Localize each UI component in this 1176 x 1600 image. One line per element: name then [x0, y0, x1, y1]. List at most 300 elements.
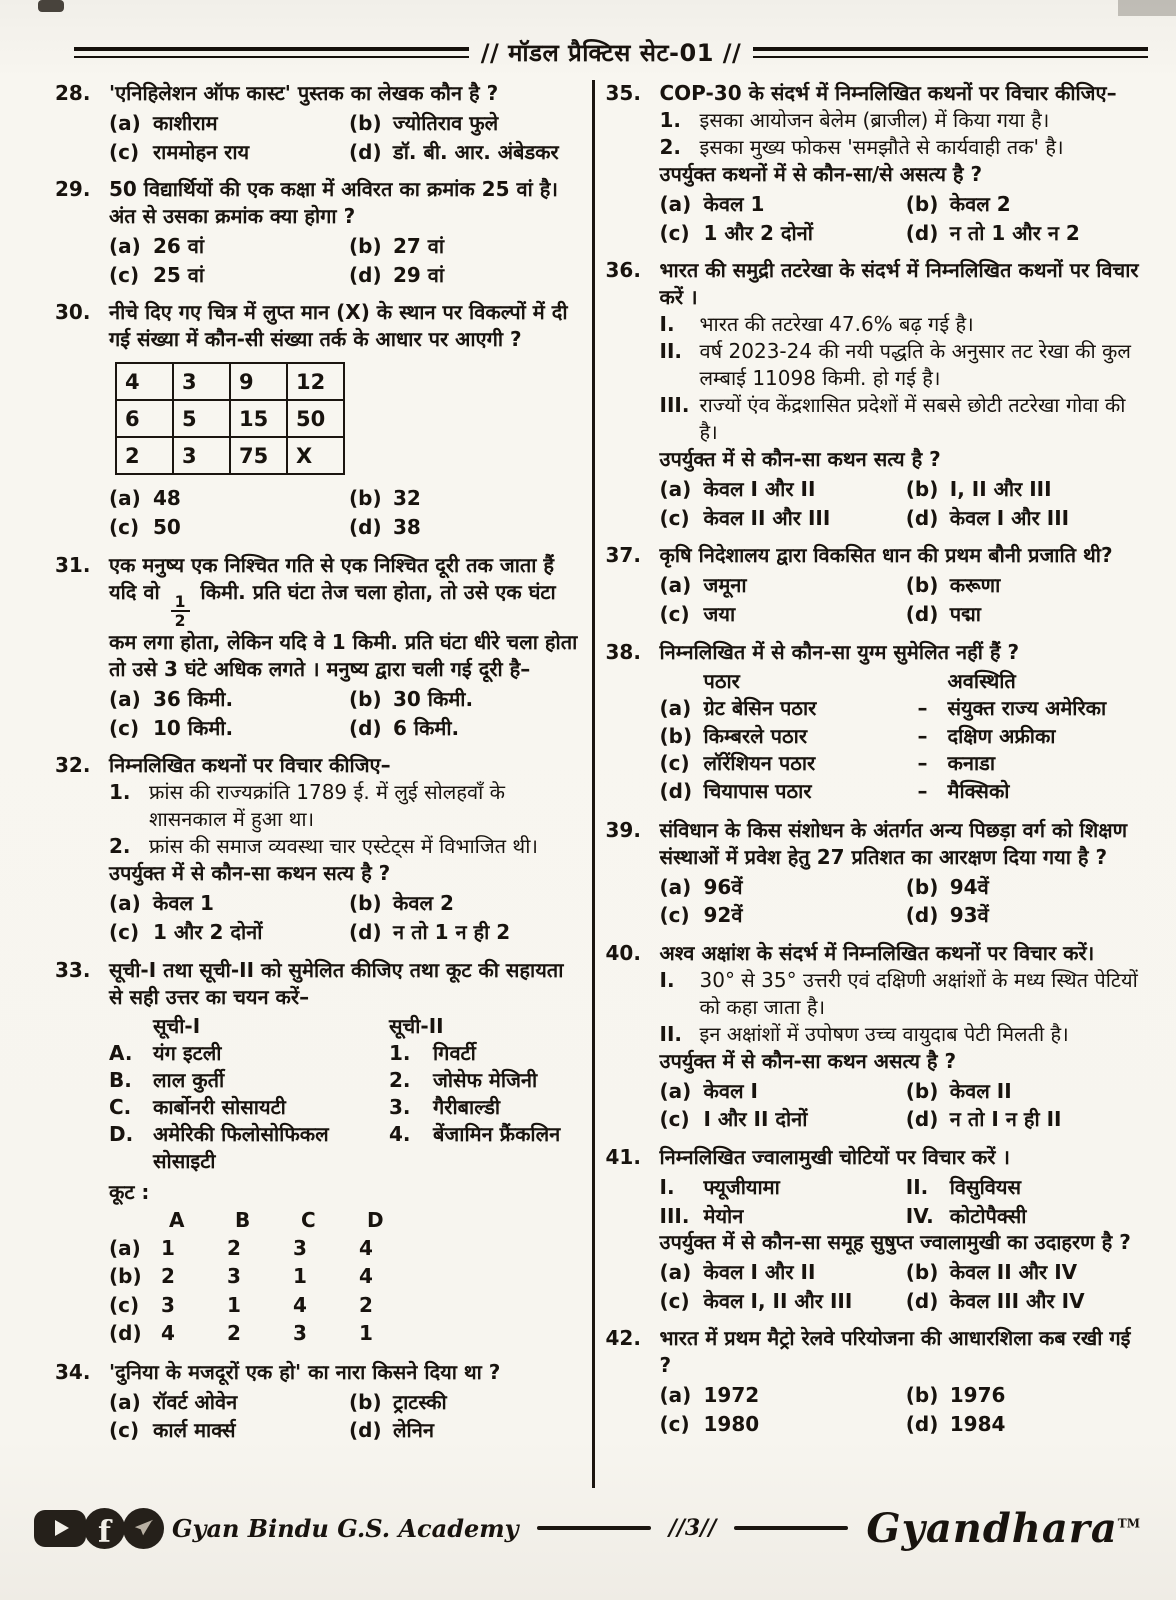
match-left-text: यंग इटली [153, 1040, 222, 1065]
option [906, 191, 1146, 218]
option-text: केवल 2 [393, 891, 454, 916]
option-label: (a) [109, 486, 141, 511]
header-rule-left [74, 47, 469, 58]
options [660, 1382, 1147, 1437]
question-text: 'दुनिया के मजदूरों एक हो' का नारा किसने दिया था ? [109, 1359, 501, 1384]
question-text: उपर्युक्त में से कौन-सा कथन असत्य है ? [659, 1048, 957, 1073]
table-cell: 3 [173, 437, 230, 474]
match-right-label: 4. [389, 1121, 411, 1146]
brand-name: Gyandhara [866, 1504, 1118, 1552]
option-text: जमूना [703, 573, 747, 598]
option-text: 10 किमी. [153, 715, 234, 740]
statement-text: 30° से 35° उत्तरी एवं दक्षिणी अक्षांशों के मध्य स्थित पेटियों को कहा जाता है। [699, 967, 1138, 1019]
option [109, 919, 343, 946]
spacer [660, 668, 704, 696]
question-text: उपर्युक्त में से कौन-सा कथन सत्य है ? [109, 861, 391, 886]
question [606, 542, 1147, 627]
option [349, 686, 583, 713]
option-label: (d) [905, 1107, 939, 1132]
option-text: ट्राटस्की [393, 1389, 447, 1414]
option [660, 874, 900, 901]
statement-label: I. [659, 967, 675, 992]
option-label: (a) [109, 1389, 141, 1414]
code-value: 1 [227, 1292, 241, 1317]
pair-right-text: मैक्सिको [947, 778, 1010, 803]
question-body [109, 176, 583, 288]
option-text: विसुवियस [949, 1174, 1021, 1199]
question-number: 28. [55, 81, 91, 105]
question-text: संविधान के किस संशोधन के अंतर्गत अन्य पिछड़ा वर्ग को शिक्षण संस्थाओं में प्रवेश हेतु 27 प्रतिशत का आरक्षण दिया गया है ? [659, 817, 1128, 869]
option-text: रॉवर्ट ओवेन [153, 1389, 238, 1414]
match-right-header: सूची-II [389, 1013, 444, 1038]
question-number: 40. [605, 940, 641, 965]
option-text: केवल 1 [153, 891, 214, 916]
option-label: (d) [905, 505, 939, 530]
option [906, 1106, 1146, 1133]
option-text: 94वें [949, 874, 989, 899]
spacer [918, 668, 948, 696]
option-label: (c) [659, 903, 690, 928]
question-number: 30. [55, 300, 91, 325]
options [660, 1259, 1147, 1314]
trademark-symbol: TM [1117, 1516, 1141, 1531]
question-text: COP-30 के संदर्भ में निम्नलिखित कथनों पर विचार कीजिए– [659, 81, 1117, 105]
option-text: न तो I न ही II [949, 1107, 1062, 1132]
question [606, 257, 1147, 531]
option [660, 1382, 900, 1409]
statement [109, 779, 583, 833]
option-label: (d) [349, 262, 382, 287]
youtube-icon [34, 1510, 86, 1547]
code-value: 2 [359, 1292, 373, 1317]
statement-text: राज्यों एंव केंद्रशासित प्रदेशों में सबसे छोटी तटरेखा गोवा की है। [699, 393, 1126, 445]
code-value: 1 [161, 1236, 175, 1261]
option-label: (a) [659, 874, 692, 899]
option-label: (a) [659, 696, 692, 721]
question-text: उपर्युक्त में से कौन-सा कथन सत्य है ? [659, 447, 941, 472]
statement-label: III. [659, 393, 690, 418]
option-label: III. [659, 1203, 690, 1228]
pair-right-text: दक्षिण अफ्रीका [947, 723, 1056, 748]
option [906, 1203, 1146, 1230]
options [109, 110, 583, 165]
option-label: (a) [659, 1078, 692, 1103]
question-body [109, 957, 583, 1348]
table-cell: X [287, 437, 344, 474]
option-label: (c) [659, 505, 690, 530]
options [660, 572, 1147, 627]
option [906, 874, 1146, 901]
option [109, 514, 343, 541]
code-value: 1 [359, 1321, 373, 1346]
options [109, 1389, 583, 1444]
option-text: लेनिन [393, 1418, 434, 1443]
question [606, 817, 1147, 929]
pair-left-text: ग्रेट बेसिन पठार [703, 696, 817, 721]
footer-rule-left [537, 1526, 651, 1530]
option-text: केवल I और II [703, 477, 816, 502]
pair-right-text: कनाडा [947, 751, 996, 776]
question-text: भारत में प्रथम मैट्रो रेलवे परियोजना की आधारशिला कब रखी गई ? [659, 1326, 1131, 1378]
statement-label: I. [659, 312, 675, 337]
statement-text: वर्ष 2023-24 की नयी पद्धति के अनुसार तट रेखा की कुल लम्बाई 11098 किमी. हो गई है। [699, 339, 1131, 391]
code-value: 1 [293, 1264, 307, 1289]
option-text: ज्योतिराव फुले [393, 111, 499, 135]
match-row [109, 1040, 583, 1067]
match-left-label: B. [109, 1067, 132, 1092]
table-cell: 4 [116, 363, 173, 400]
option [660, 601, 900, 628]
questions-column-right [602, 80, 1147, 1488]
option-text: 1972 [703, 1383, 760, 1408]
option-text: 96वें [703, 874, 743, 899]
option [906, 572, 1146, 599]
question [606, 1325, 1147, 1437]
pair-option [660, 723, 1147, 751]
option-label: (d) [109, 1321, 142, 1346]
statement [660, 311, 1147, 338]
match-row [109, 1067, 583, 1094]
question-text: अश्व अक्षांश के संदर्भ में निम्नलिखित कथनों पर विचार करें। [659, 940, 1095, 965]
page-footer [34, 1502, 1140, 1554]
question-body [660, 257, 1147, 531]
option [906, 902, 1146, 929]
option [349, 262, 583, 289]
option-text: केवल II [949, 1078, 1012, 1103]
code-value: 4 [359, 1264, 373, 1289]
option-label: (d) [349, 715, 382, 740]
option [660, 1259, 900, 1286]
statement-label: II. [659, 339, 682, 364]
option-label: (d) [905, 903, 939, 928]
option-text: केवल I और II [703, 1260, 816, 1285]
option [109, 139, 343, 166]
option-text: 29 वां [393, 262, 445, 287]
option-label: (c) [659, 751, 690, 776]
telegram-icon [123, 1508, 164, 1549]
options [109, 485, 583, 540]
option [109, 262, 343, 289]
question [55, 176, 583, 288]
option [906, 476, 1146, 503]
table-cell: 50 [287, 400, 344, 437]
option [660, 505, 900, 532]
question [55, 299, 583, 540]
option-text: केवल I [703, 1078, 758, 1103]
option-label: (c) [659, 1411, 690, 1436]
statement-text: इसका आयोजन बेलेम (ब्राजील) में किया गया है। [699, 108, 1050, 132]
table-cell: 75 [230, 437, 287, 474]
option-text: 36 किमी. [153, 687, 234, 712]
option-label: (a) [659, 1260, 692, 1285]
option-text: डॉ. बी. आर. अंबेडकर [393, 139, 559, 164]
table-cell: 12 [287, 363, 344, 400]
option-label: (a) [109, 687, 141, 712]
code-value: 2 [227, 1236, 241, 1261]
question-text: निम्नलिखित कथनों पर विचार कीजिए– [109, 753, 391, 778]
question-text: 50 विद्यार्थियों की एक कक्षा में अविरत का क्रमांक 25 वां है। अंत से उसका क्रमांक क्या होगा ? [109, 177, 558, 229]
option [349, 919, 583, 946]
statement [660, 338, 1147, 392]
table-cell: 2 [116, 437, 173, 474]
option-label: (c) [109, 514, 140, 539]
option-label: (a) [659, 573, 692, 598]
table-row [116, 363, 344, 400]
spacer [109, 1013, 153, 1040]
question-number: 41. [605, 1144, 641, 1169]
option-text: 1976 [949, 1383, 1006, 1408]
match-row [109, 1121, 583, 1175]
option [660, 1106, 900, 1133]
option [906, 1382, 1146, 1409]
option-label: (c) [109, 715, 140, 740]
option [349, 890, 583, 917]
option [660, 1078, 900, 1105]
options [660, 191, 1147, 246]
question [55, 552, 583, 742]
match-right-label: 2. [389, 1067, 411, 1092]
question-number: 32. [55, 753, 91, 778]
option-label: (d) [349, 139, 382, 164]
option-label: (b) [905, 1260, 939, 1285]
option-text: 93वें [949, 903, 989, 928]
option-text: 25 वां [153, 262, 205, 287]
option [660, 1174, 900, 1201]
option-label: (a) [659, 477, 692, 502]
question-text: 'एनिहिलेशन ऑफ कास्ट' पुस्तक का लेखक कौन है ? [109, 81, 499, 105]
pair-right-header: अवस्थिति [947, 668, 1016, 693]
options [109, 890, 583, 945]
option-label: (a) [659, 192, 692, 216]
question [55, 80, 583, 165]
code-value: 2 [227, 1321, 241, 1346]
pair-option [660, 695, 1147, 723]
option-label: (b) [349, 111, 382, 135]
option [906, 1078, 1146, 1105]
option-text: केवल III और IV [949, 1288, 1085, 1313]
fraction-numerator: 1 [171, 594, 190, 612]
page-header [0, 36, 1176, 69]
statement-text: इसका मुख्य फोकस 'समझौते से कार्यवाही तक' है। [699, 135, 1064, 159]
statement-label: 2. [109, 834, 131, 859]
table-row [116, 437, 344, 474]
pair-option [660, 750, 1147, 778]
option-text: 1 और 2 दोनों [153, 920, 263, 945]
options [109, 686, 583, 741]
statement-text: फ्रांस की राज्यक्रांति 1789 ई. में लुई सोलहवाँ के शासनकाल में हुआ था। [149, 780, 505, 832]
code-option-row [109, 1262, 583, 1290]
option-label: (b) [349, 891, 382, 916]
option [906, 505, 1146, 532]
option [660, 1203, 900, 1230]
option-label: (b) [905, 573, 939, 598]
option-label: (b) [349, 234, 382, 259]
option-label: (c) [659, 1107, 690, 1132]
code-heading: कूट : [109, 1179, 150, 1204]
scan-artifact [1118, 0, 1176, 16]
option-text: राममोहन राय [153, 139, 250, 164]
option [906, 1259, 1146, 1286]
option-label: (b) [905, 1078, 939, 1103]
option [906, 1288, 1146, 1315]
fraction-denominator: 2 [174, 611, 186, 630]
option [109, 233, 343, 260]
question-body [660, 80, 1147, 246]
table-cell: 9 [230, 363, 287, 400]
table-cell: 3 [173, 363, 230, 400]
option-label: (d) [905, 601, 939, 626]
question-body [109, 1359, 583, 1444]
option-text: काशीराम [153, 111, 218, 135]
statement [660, 1021, 1147, 1048]
option-label: (d) [349, 514, 382, 539]
option-label: (b) [659, 723, 693, 748]
match-left-text: कार्बोनरी सोसायटी [153, 1094, 286, 1119]
question-body [660, 817, 1147, 929]
option-text: कोटोपैक्सी [949, 1203, 1027, 1228]
code-table [109, 1206, 583, 1348]
question-text: कृषि निदेशालय द्वारा विकसित धान की प्रथम बौनी प्रजाति थी? [659, 543, 1113, 568]
statement-label: 1. [109, 780, 131, 805]
match-right-text: गिवर्टी [433, 1040, 476, 1065]
paper-plane-icon [133, 1517, 155, 1539]
code-value: 4 [293, 1292, 307, 1317]
question [55, 752, 583, 945]
code-value: 4 [359, 1236, 373, 1261]
code-header-row [109, 1206, 583, 1234]
code-header: C [301, 1207, 316, 1232]
footer-rule-right [734, 1526, 848, 1530]
match-right-text: गैरीबाल्डी [433, 1094, 501, 1119]
option-label: I. [659, 1174, 675, 1199]
option-label: (a) [109, 111, 141, 135]
option-label: (c) [109, 1292, 140, 1317]
option-text: केवल 1 [703, 192, 765, 216]
option-label: (c) [109, 1418, 140, 1443]
options [660, 1174, 1147, 1229]
question-text: उपर्युक्त में से कौन-सा समूह सुषुप्त ज्वालामुखी का उदाहरण है ? [659, 1230, 1131, 1255]
option-label: (c) [659, 220, 690, 245]
social-icons [34, 1508, 164, 1549]
match-left-header: सूची-I [153, 1013, 201, 1038]
pair-left-text: लॉरेंशियन पठार [703, 751, 816, 776]
dash: – [917, 696, 928, 721]
option-text: केवल 2 [949, 192, 1011, 216]
match-right-label: 1. [389, 1040, 411, 1065]
question [606, 80, 1147, 246]
option-label: (d) [659, 778, 693, 803]
option-label: (c) [109, 139, 140, 164]
statement-text: फ्रांस की समाज व्यवस्था चार एस्टेट्स में विभाजित थी। [149, 834, 538, 859]
option-label: IV. [905, 1203, 934, 1228]
option-label: (d) [905, 220, 939, 245]
option [660, 902, 900, 929]
code-header: B [235, 1207, 251, 1232]
option [349, 1389, 583, 1416]
code-value: 4 [161, 1321, 175, 1346]
option [349, 514, 583, 541]
question-number: 42. [605, 1326, 641, 1351]
match-right-label: 3. [389, 1094, 411, 1119]
option-label: (d) [349, 1418, 382, 1443]
option-label: (b) [905, 1383, 939, 1408]
header-rule-right [753, 47, 1148, 58]
match-left-label: A. [109, 1040, 133, 1065]
option-text: मेयोन [703, 1203, 744, 1228]
code-value: 3 [227, 1264, 241, 1289]
option-label: (b) [349, 1389, 382, 1414]
match-headers [109, 1013, 583, 1040]
question-number: 39. [605, 817, 641, 842]
pair-left-text: चियापास पठार [703, 778, 812, 803]
code-value: 3 [293, 1321, 307, 1346]
code-option-row [109, 1234, 583, 1262]
option-text: जया [703, 601, 736, 626]
code-value: 3 [161, 1292, 175, 1317]
match-row [109, 1094, 583, 1121]
option-text: 50 [153, 514, 181, 539]
option [349, 485, 583, 512]
question [55, 957, 583, 1348]
question-body [660, 542, 1147, 627]
option-text: 27 वां [393, 234, 445, 259]
code-option-row [109, 1319, 583, 1347]
option-text: 1980 [703, 1411, 760, 1436]
pair-left-text: किम्बरले पठार [703, 723, 808, 748]
pair-option [660, 778, 1147, 806]
option [660, 220, 900, 247]
question-body [660, 940, 1147, 1133]
option-label: (a) [109, 891, 141, 916]
match-list [109, 1013, 583, 1175]
option-text: 26 वां [153, 234, 205, 259]
option [109, 110, 343, 137]
number-table [115, 362, 345, 475]
option-text: I और II दोनों [703, 1107, 808, 1132]
option-label: (a) [109, 1236, 141, 1261]
table-cell: 5 [173, 400, 230, 437]
option [109, 1417, 343, 1444]
option-text: केवल I और III [949, 505, 1070, 530]
options [109, 233, 583, 288]
option-label: (b) [905, 192, 939, 216]
question-body [109, 299, 583, 540]
option-text: कार्ल मार्क्स [153, 1418, 236, 1443]
table-cell: 15 [230, 400, 287, 437]
question [606, 639, 1147, 806]
facebook-icon: f [84, 1508, 125, 1549]
question-body [109, 752, 583, 945]
option-text: फ्यूजीयामा [703, 1174, 780, 1199]
option-label: (c) [109, 920, 140, 945]
brand-logo [866, 1505, 1140, 1552]
match-right-text: जोसेफ मेजिनी [433, 1067, 538, 1092]
question-text: सूची-I तथा सूची-II को सुमेलित कीजिए तथा कूट की सहायता से सही उत्तर का चयन करें– [109, 957, 564, 1009]
question-text: नीचे दिए गए चित्र में लुप्त मान (X) के स्थान पर विकल्पों में दी गई संख्या में कौन-सी संख्या तर्क के आधार पर आएगी ? [109, 300, 568, 352]
option [349, 139, 583, 166]
statement-label: 1. [659, 108, 682, 132]
spacer [109, 1206, 161, 1234]
match-right-text: बेंजामिन फ्रैंकलिन [433, 1121, 561, 1146]
option-text: न तो 1 न ही 2 [393, 920, 511, 945]
question-text: निम्नलिखित ज्वालामुखी चोटियों पर विचार करें । [659, 1144, 1010, 1169]
option [349, 110, 583, 137]
option-label: II. [905, 1174, 929, 1199]
option-text: केवल II और IV [949, 1260, 1078, 1285]
pair-headers [660, 668, 1147, 696]
question-number: 29. [55, 177, 91, 202]
option [109, 890, 343, 917]
